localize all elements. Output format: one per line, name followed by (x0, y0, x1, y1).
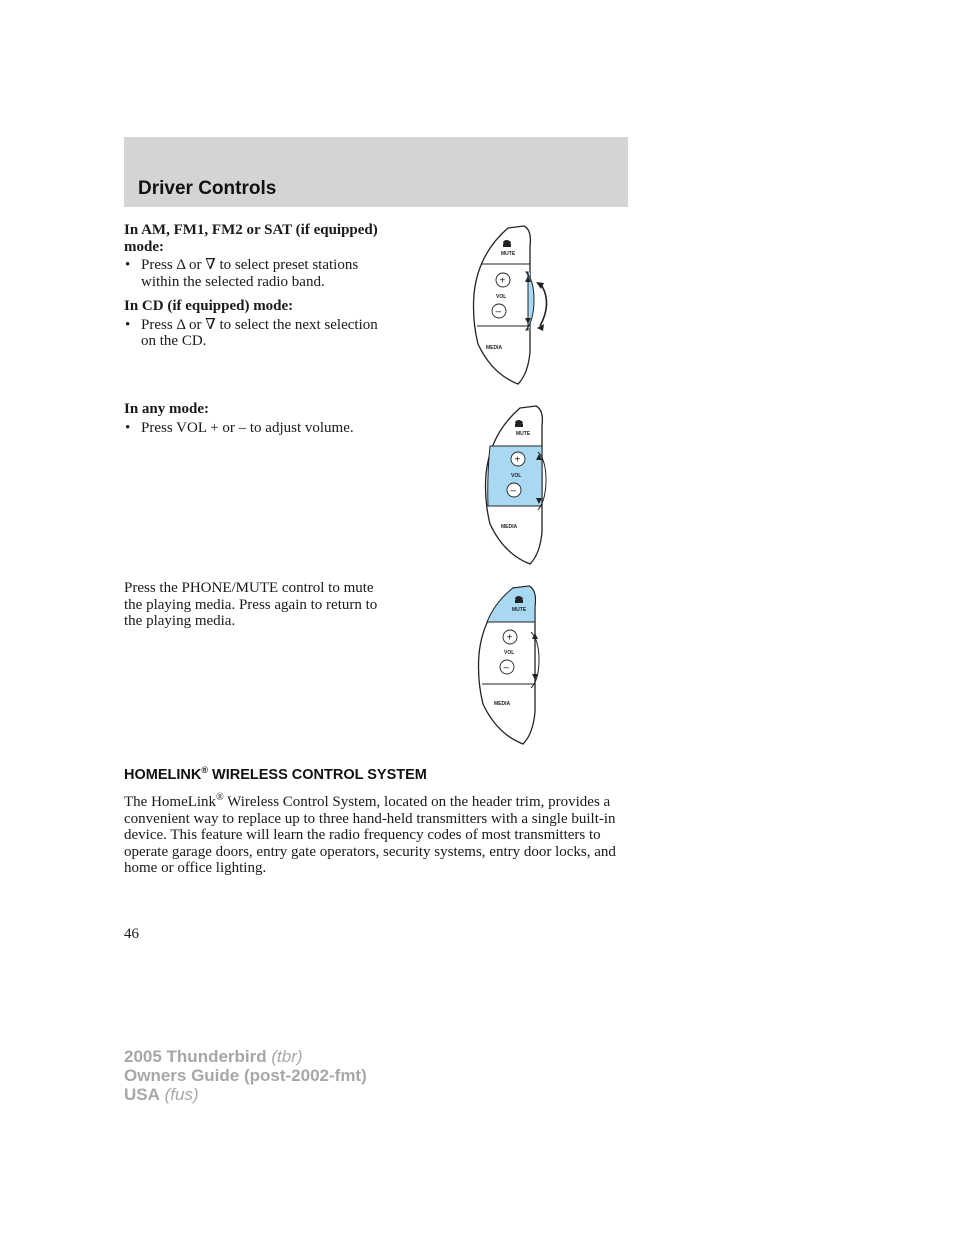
page-number: 46 (124, 926, 139, 942)
mute-paragraph: Press the PHONE/MUTE control to mute the playing media. Press again to return to the playing media. (124, 580, 378, 629)
am-fm-heading: In AM, FM1, FM2 or SAT (if equipped) mode: (124, 222, 378, 255)
steering-control-diagram-seek (470, 224, 560, 386)
vol-label: VOL (496, 294, 507, 300)
vol-label: VOL (504, 650, 515, 656)
cd-heading: In CD (if equipped) mode: (124, 298, 294, 314)
homelink-heading-main: HOMELINK (124, 766, 202, 783)
cd-bullet (124, 317, 386, 350)
any-mode-bullet-text: Press VOL + or – to adjust volume. (141, 419, 354, 436)
mute-label: MUTE (501, 251, 516, 257)
footer-line-1 (124, 1047, 367, 1066)
media-label: MEDIA (486, 345, 503, 351)
homelink-paragraph (124, 790, 630, 877)
am-fm-bullet (124, 257, 386, 290)
volume-up-glyph: + (499, 275, 506, 287)
volume-instructions (124, 401, 386, 436)
volume-up-glyph: + (506, 632, 513, 644)
volume-down-glyph: – (495, 306, 502, 318)
mute-label: MUTE (512, 607, 527, 613)
media-label: MEDIA (501, 524, 518, 530)
document-footer (124, 1047, 367, 1104)
am-fm-bullet-text: Press Δ or ∇ to select preset stations within the selected radio band. (141, 257, 359, 290)
volume-down-glyph: – (510, 485, 517, 497)
any-mode-bullet (124, 420, 386, 437)
any-mode-heading: In any mode: (124, 401, 210, 417)
volume-down-glyph: – (503, 662, 510, 674)
seek-instructions (124, 222, 386, 350)
vol-label: VOL (511, 473, 522, 479)
steering-control-diagram-volume (482, 404, 572, 566)
cd-bullet-text: Press Δ or ∇ to select the next selection on the CD. (141, 316, 378, 349)
footer-market-code: (fus) (159, 1085, 199, 1104)
bullet-marker: • (125, 257, 131, 273)
homelink-body-rest: Wireless Control System, located on the header trim, provides a convenient way to replace up to three hand-held transmitters with a single built-in device. This feature will learn the radio frequency codes of most transmitters to operate garage doors, entry gate operators, security systems, entry door locks, and home or office lighting. (124, 794, 616, 876)
footer-model: 2005 Thunderbird (124, 1047, 267, 1066)
footer-guide: Owners Guide (post-2002-fmt) (124, 1066, 367, 1085)
footer-line-3 (124, 1085, 367, 1104)
footer-model-code: (tbr) (266, 1047, 303, 1066)
page-title: Driver Controls (138, 178, 277, 199)
registered-mark: ® (216, 792, 224, 803)
homelink-heading (124, 765, 427, 783)
bullet-marker: • (125, 316, 131, 333)
homelink-body-start: The HomeLink (124, 794, 217, 810)
footer-line-2 (124, 1066, 367, 1085)
bullet-marker: • (125, 419, 131, 436)
media-label: MEDIA (494, 701, 511, 707)
footer-market: USA (124, 1085, 160, 1104)
homelink-heading-rest: WIRELESS CONTROL SYSTEM (207, 766, 427, 783)
mute-label: MUTE (516, 431, 531, 437)
steering-control-diagram-mute (475, 584, 565, 746)
volume-up-glyph: + (514, 454, 521, 466)
registered-mark: ® (201, 765, 208, 775)
